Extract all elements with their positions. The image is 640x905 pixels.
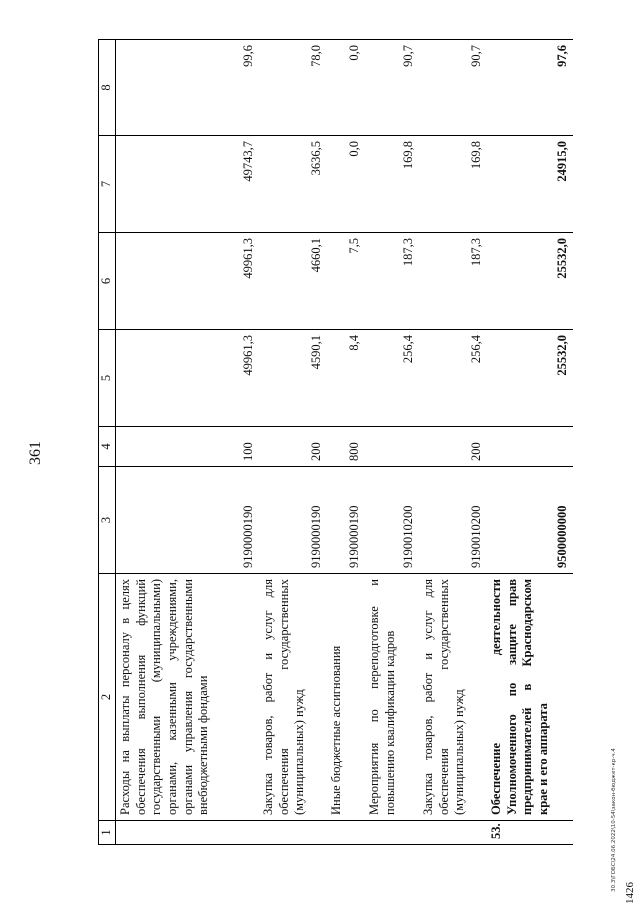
table-row: [116, 40, 260, 845]
row-number: [259, 821, 327, 845]
expense-type-code: 100: [116, 427, 260, 467]
row-number: [116, 821, 260, 845]
table-row: [487, 40, 573, 845]
expense-type-code: 200: [419, 427, 487, 467]
value-col8: 90,7: [365, 40, 419, 136]
value-col5: 25532,0: [487, 330, 573, 427]
value-col7: 49743,7: [116, 136, 260, 233]
header-cell: 5: [99, 330, 116, 427]
value-col6: 187,3: [365, 233, 419, 330]
target-article-code: 9190010200: [419, 467, 487, 574]
table-row: [365, 40, 419, 845]
target-article-code: 9190000190: [327, 467, 365, 574]
value-col7: 3636,5: [259, 136, 327, 233]
value-col8: 99,6: [116, 40, 260, 136]
page-number: 361: [27, 441, 44, 465]
value-col8: 90,7: [419, 40, 487, 136]
value-col5: 4590,1: [259, 330, 327, 427]
header-cell: 1: [99, 821, 116, 845]
value-col7: 169,8: [419, 136, 487, 233]
row-number: [365, 821, 419, 845]
row-description: Мероприятия по переподготовке и повышению квалификации кадров: [365, 574, 419, 821]
document-footer-code: 30.3\ГОБС\24.06.2022\10-54\закон-бюджет-кр-ч.4: [611, 748, 617, 892]
value-col6: 49961,3: [116, 233, 260, 330]
expense-type-code: [487, 427, 573, 467]
header-cell: 6: [99, 233, 116, 330]
budget-table: [98, 39, 573, 845]
value-col8: 78,0: [259, 40, 327, 136]
value-col6: 7,5: [327, 233, 365, 330]
header-cell: 3: [99, 467, 116, 574]
header-cell: 8: [99, 40, 116, 136]
value-col7: 169,8: [365, 136, 419, 233]
value-col6: 25532,0: [487, 233, 573, 330]
row-description: Иные бюджетные ассигнования: [327, 574, 365, 821]
header-cell: 4: [99, 427, 116, 467]
target-article-code: 9190000190: [259, 467, 327, 574]
value-col5: 256,4: [419, 330, 487, 427]
value-col7: 0,0: [327, 136, 365, 233]
row-description: Закупка товаров, работ и услуг для обеспечения государственных (муниципальных) нужд: [259, 574, 327, 821]
header-cell: 7: [99, 136, 116, 233]
row-number: 53.: [487, 821, 573, 845]
target-article-code: 9500000000: [487, 467, 573, 574]
table-row: [259, 40, 327, 845]
target-article-code: 9190010200: [365, 467, 419, 574]
header-cell: 2: [99, 574, 116, 821]
value-col7: 24915,0: [487, 136, 573, 233]
page-corner-number: 1426: [624, 882, 636, 904]
target-article-code: 9190000190: [116, 467, 260, 574]
value-col6: 187,3: [419, 233, 487, 330]
expense-type-code: 200: [259, 427, 327, 467]
expense-type-code: 800: [327, 427, 365, 467]
rotated-table-container: [98, 40, 620, 845]
expense-type-code: [365, 427, 419, 467]
table-row: [419, 40, 487, 845]
value-col6: 4660,1: [259, 233, 327, 330]
value-col5: 49961,3: [116, 330, 260, 427]
value-col8: 0,0: [327, 40, 365, 136]
row-description: Обеспечение деятельности Уполномоченного по защите прав предпринимателей в Краснодарском крае и его аппарата: [487, 574, 573, 821]
row-number: [419, 821, 487, 845]
table-header-row: [99, 40, 116, 845]
row-description: Расходы на выплаты персоналу в целях обеспечения выполнения функций государственными (муниципальными) органами, казенными учреждениями, органами управления государственными внебюджетными фондами: [116, 574, 260, 821]
value-col5: 8,4: [327, 330, 365, 427]
value-col5: 256,4: [365, 330, 419, 427]
row-description: Закупка товаров, работ и услуг для обеспечения государственных (муниципальных) нужд: [419, 574, 487, 821]
row-number: [327, 821, 365, 845]
value-col8: 97,6: [487, 40, 573, 136]
table-row: [327, 40, 365, 845]
